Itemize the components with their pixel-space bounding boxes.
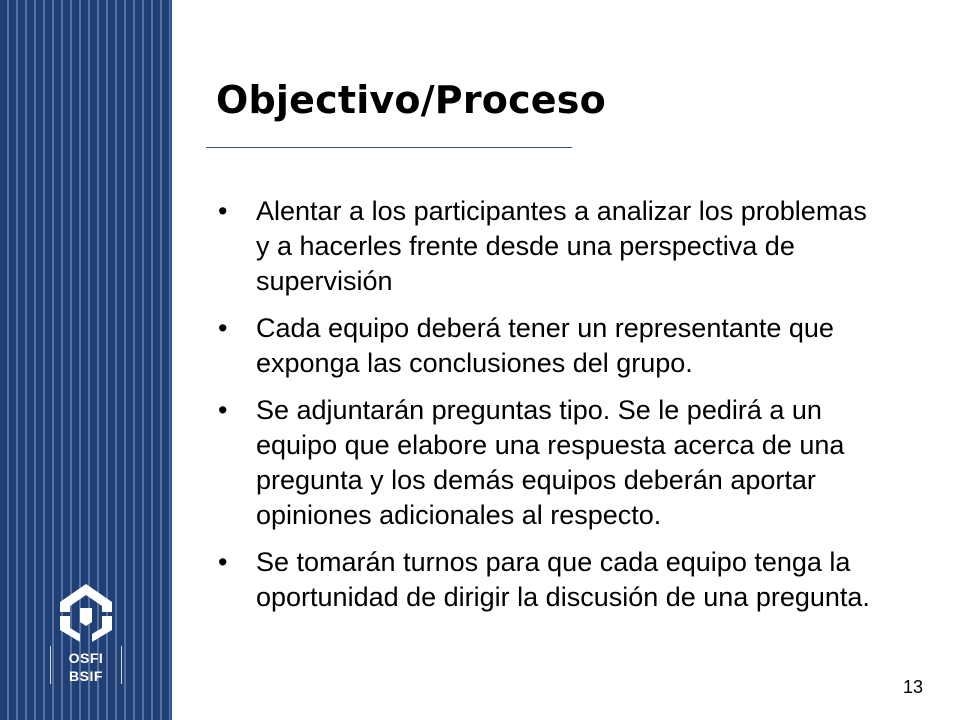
bullet-item [216,194,916,299]
bullet-item [216,311,916,381]
bullet-item [216,545,916,615]
slide-title: Objectivo/Proceso [216,78,606,122]
bullet-marker: • [218,196,228,226]
bullet-text: Se adjuntarán preguntas tipo. Se le pedirá a un equipo que elabore una respuesta acerca de una pregunta y los demás equipos deberán aportar opiniones adicionales al respecto. [256,395,845,530]
title-underline [206,147,572,148]
bullet-item [216,393,916,533]
sidebar-panel [0,0,172,720]
logo-text-bsif: BSIF [69,668,103,684]
bullet-text: Se tomarán turnos para que cada equipo tenga la oportunidad de dirigir la discusión de una pregunta. [256,547,870,612]
bullet-marker: • [218,313,228,343]
bullet-marker: • [218,547,228,577]
logo-text-osfi: OSFI [68,650,104,666]
bullet-list [216,194,916,627]
sidebar-edge [170,0,172,720]
bullet-text: Cada equipo deberá tener un representante que exponga las conclusiones del grupo. [256,313,834,378]
osfi-logo-icon [50,582,122,644]
osfi-logo [50,582,122,702]
page-number: 13 [903,677,924,697]
bullet-text: Alentar a los participantes a analizar los problemas y a hacerles frente desde una perspectiva de supervisión [256,196,867,296]
bullet-marker: • [218,395,228,425]
